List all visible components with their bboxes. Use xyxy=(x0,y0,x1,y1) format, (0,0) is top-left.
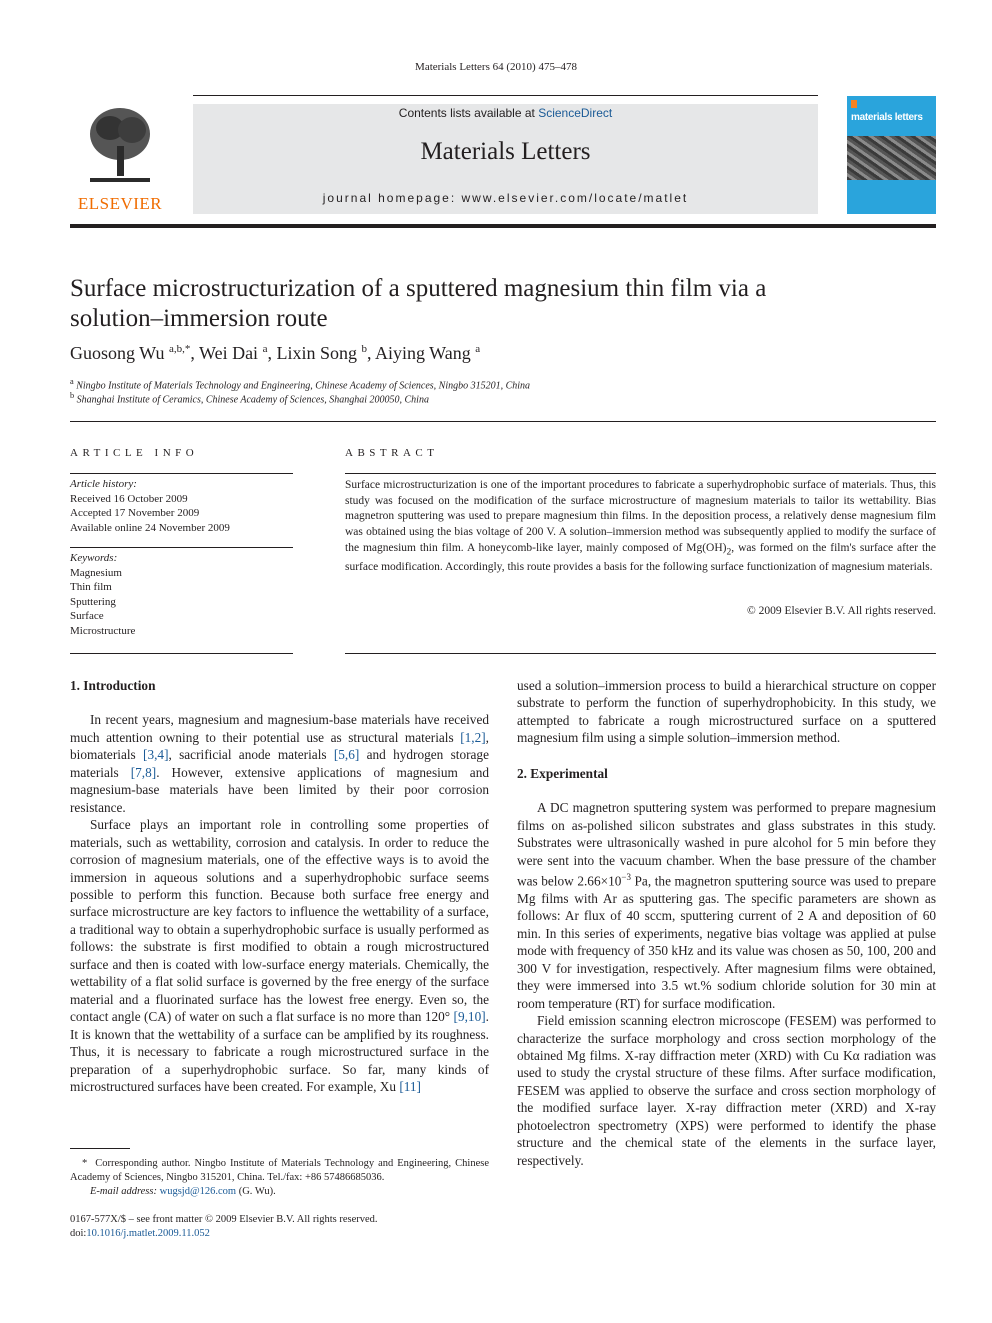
history-online: Available online 24 November 2009 xyxy=(70,521,230,534)
affiliation-rule xyxy=(70,421,936,422)
author-name: Guosong Wu xyxy=(70,343,165,363)
experimental-paragraph: Field emission scanning electron microscope (FESEM) was performed to characterize the surface morphology and cross section morphology of the obtained Mg films. X-ray diffraction meter (XRD) with Cu Kα radiation was used to study the crystal structure of these films. After surface modification, FESEM was applied to observe the surface and cross section morphology of the modified surface layer. X-ray diffraction meter (XRD) and X-ray photoelectron spectrometry (XPS) were performed to identify the phase structure and the chemical state of the elements in the surface layer, respectively. xyxy=(517,1013,936,1168)
intro-heading: 1. Introduction xyxy=(70,678,156,693)
keywords-rule xyxy=(70,547,293,548)
keyword: Sputtering xyxy=(70,595,116,608)
keyword: Microstructure xyxy=(70,624,136,637)
reference-link[interactable]: [9,10] xyxy=(453,1009,486,1025)
journal-name: Materials Letters xyxy=(420,138,591,165)
affiliation: $^a$ Ningbo Institute of Materials Technology and Engineering, Chinese Academy of Sciences, Ningbo 315201, China xyxy=(70,377,531,392)
right-column xyxy=(517,677,936,1169)
abstract-bottom-rule xyxy=(345,653,936,654)
elsevier-wordmark: ELSEVIER xyxy=(77,194,163,213)
contents-prefix: Contents lists available at xyxy=(398,106,539,120)
abstract-copyright: © 2009 Elsevier B.V. All rights reserved. xyxy=(747,605,936,617)
affiliation: $^b$ Shanghai Institute of Ceramics, Chinese Academy of Sciences, Shanghai 200050, China xyxy=(70,391,429,406)
journal-header-box xyxy=(193,104,818,214)
history-accepted: Accepted 17 November 2009 xyxy=(70,507,200,519)
contents-line xyxy=(193,106,818,120)
reference-link[interactable]: [3,4] xyxy=(143,747,169,763)
author-affiliation-mark: a,b,* xyxy=(168,343,191,355)
journal-homepage[interactable]: journal homepage: www.elsevier.com/locate/matlet xyxy=(322,191,689,205)
article-info-bottom-rule xyxy=(70,653,293,654)
history-label: Article history: xyxy=(70,478,137,490)
experimental-paragraph: A DC magnetron sputtering system was performed to prepare magnesium films on as-polished silicon substrates and glass substrates in this study. Substrates were ultrasonically washed in pure alcohol for 5 min before they were sent into the vacuum chamber. When the base pressure of the chamber was below $2.66\times 10^{-3}$ Pa, the magnetron sputtering source was used to prepare Mg films with Ar as sputtering gas. The specific parameters are shown as follows: Ar flux of 40 sccm, sputtering current of 2 A and deposition of 60 min. In this series of experiments, negative bias voltage was applied at pulse mode with frequency of 350 kHz and its value was chosen as 50, 100, 200 and 300 V for investigation, respectively. After magnesium films were obtained, they were immersed into 3.5 wt.% sodium chloride solution for 30 min at room temperature (RT) for surface modification. xyxy=(517,800,936,1011)
intro-paragraph: In recent years, magnesium and magnesium-base materials have received much attention owning to their potential use as structural materials [1,2], biomaterials [3,4], sacrificial anode materials [5,6] and hydrogen storage materials [7,8]. However, extensive applications of magnesium and magnesium-base materials have been limited by their poor corrosion resistance. xyxy=(70,712,489,815)
abstract-text: Surface microstructurization is one of the important procedures to fabricate a superhydrophobic surface of materials. Thus, this study was focused on the modification of the surface microstructure of magnesium materials to tailor its wettability. Bias magnetron sputtering was used to prepare magnesium thin films. In the deposition process, a relatively dense magnesium film was obtained using the bias voltage of 200 V. A solution–immersion method was subsequently applied to modify the surface of the magnesium thin film. A honeycomb-like layer, mainly composed of $Mg(OH)_2$, was formed on the film's surface after the surface modification. Accordingly, this route provides a basis for the following surface functionization of magnesium materials. xyxy=(345,479,936,573)
email-link[interactable]: wugsjd@126.com xyxy=(159,1186,237,1197)
tree-icon xyxy=(88,106,152,186)
abstract-heading: ABSTRACT xyxy=(345,447,439,459)
author-affiliation-mark: a xyxy=(475,343,481,355)
author-affiliation-mark: b xyxy=(361,343,367,355)
reference-link[interactable]: [1,2] xyxy=(460,729,486,745)
experimental-heading: 2. Experimental xyxy=(517,765,608,781)
reference-link[interactable]: [11] xyxy=(399,1078,421,1094)
corresponding-author-note: * Corresponding author. Ningbo Institute of Materials Technology and Engineering, Chinese Academy of Sciences, Ningbo 315201, China. Tel./fax: +86 57486685036. xyxy=(70,1158,489,1183)
cover-image xyxy=(847,136,936,180)
cover-title: materials letters xyxy=(851,112,923,123)
intro-paragraph-continued: used a solution–immersion process to build a hierarchical structure on copper substrate to perform the function of superhydrophobicity. In this study, we attempted to fabricate a rough microstructured surface on a sputtered magnesium film using a simple solution–immersion method. xyxy=(517,678,936,746)
left-column xyxy=(70,677,489,1095)
doi-line: doi:10.1016/j.matlet.2009.11.052 xyxy=(70,1228,210,1239)
keyword: Thin film xyxy=(70,581,112,593)
author-name: Wei Dai xyxy=(199,343,259,363)
reference-link[interactable]: [5,6] xyxy=(333,747,360,763)
keywords-label: Keywords: xyxy=(70,552,118,564)
reference-link[interactable]: [7,8] xyxy=(130,764,157,780)
article-title: Surface microstructurization of a sputtered magnesium thin film via a solution–immersion route xyxy=(70,275,767,332)
footnote-rule xyxy=(70,1148,130,1149)
author-affiliation-mark: a xyxy=(262,343,268,355)
keywords xyxy=(70,551,293,638)
journal-cover xyxy=(847,96,936,214)
history-received: Received 16 October 2009 xyxy=(70,492,188,505)
article-history xyxy=(70,477,293,535)
header-top-rule xyxy=(193,95,818,96)
intro-paragraph: Surface plays an important role in controlling some properties of materials, such as wettability, corrosion and catalysis. In order to reduce the corrosion of magnesium materials, one of the effective ways is to avoid the immersion in aqueous solutions and a superhydrophobic surface seems possible to perform this function. Because both surface free energy and surface microstructure are key factors to influence the wettability of a surface, a traditional way to obtain a superhydrophobic surface is usually performed as follows: the substrate is first modified to obtain a rough microstructured surface and then is coated with low-surface energy materials. Chemically, the wettability of a flat solid surface is governed by the free energy of the surface material and a fluorinated surface has the lowest free energy. Even so, the contact angle (CA) of water on such a flat surface is no more than 120° [9,10]. It is known that the wettability of a surface can be amplified by its roughness. Thus, it is necessary to fabricate a rough microstructured surface in the preparation of a superhydrophobic surface. So far, many kinds of microstructured surfaces have been created. For example, Xu [11] xyxy=(70,817,489,1094)
keyword: Magnesium xyxy=(70,566,122,579)
elsevier-logo xyxy=(70,104,170,214)
author-list: Guosong Wu $^{a,b,*}$, Wei Dai $^a$, Lixin Song $^b$, Aiying Wang $^a$ xyxy=(70,343,481,363)
email-note: E-mail address: wugsjd@126.com (G. Wu). xyxy=(90,1186,276,1197)
header-bottom-rule xyxy=(70,224,936,228)
journal-citation: Materials Letters 64 (2010) 475–478 xyxy=(415,61,577,73)
article-info-heading: ARTICLE INFO xyxy=(70,447,199,459)
issn-line: 0167-577X/$ – see front matter © 2009 Elsevier B.V. All rights reserved. xyxy=(70,1214,378,1225)
sciencedirect-link[interactable]: ScienceDirect xyxy=(538,106,613,120)
doi-link[interactable]: 10.1016/j.matlet.2009.11.052 xyxy=(86,1228,210,1239)
abstract-rule xyxy=(345,473,936,474)
article-info-rule xyxy=(70,473,293,474)
cover-emblem-icon xyxy=(851,100,857,108)
keyword: Surface xyxy=(70,610,104,622)
author-name: Aiying Wang xyxy=(374,343,471,363)
author-name: Lixin Song xyxy=(276,343,357,363)
